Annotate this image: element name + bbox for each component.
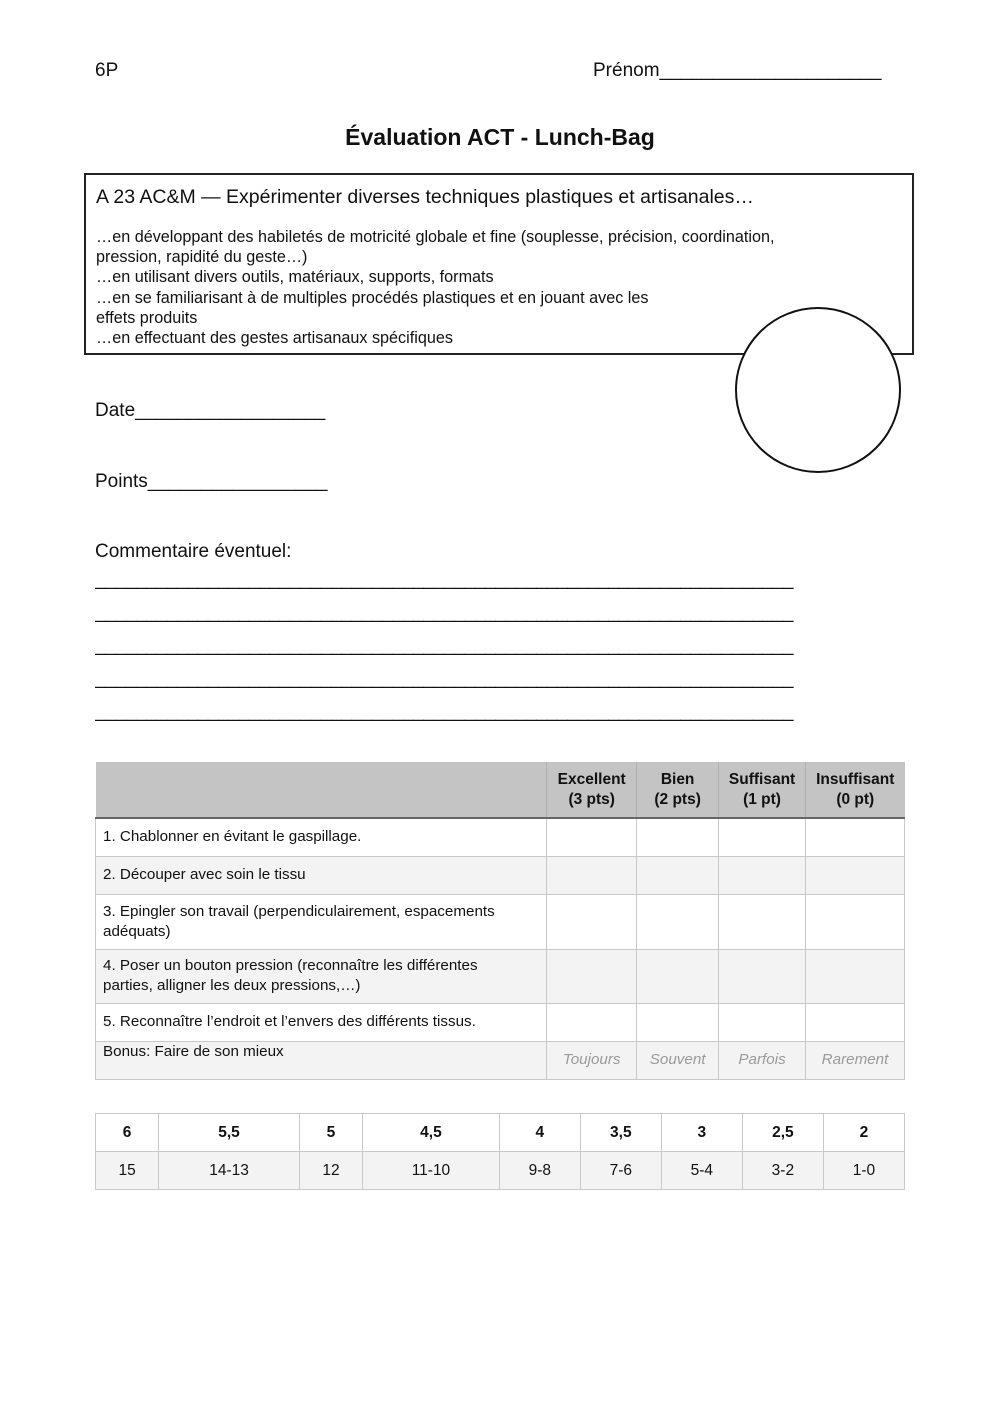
comment-line[interactable]: ____________________________________________________________________ — [95, 635, 794, 656]
criterion-label: 1. Chablonner en évitant le gaspillage. — [96, 818, 547, 856]
points-row — [96, 1152, 905, 1190]
score-cell[interactable] — [719, 894, 806, 949]
comment-line[interactable]: ____________________________________________________________________ — [95, 668, 794, 689]
score-cell[interactable] — [719, 818, 806, 856]
objective-line: …en effectuant des gestes artisanaux spécifiques — [96, 329, 453, 348]
score-cell[interactable] — [637, 818, 719, 856]
table-row — [96, 856, 905, 894]
grade-cell: 5,5 — [159, 1114, 300, 1152]
grade-circle — [735, 307, 901, 473]
score-cell[interactable] — [547, 856, 637, 894]
points-cell: 15 — [96, 1152, 159, 1190]
score-cell[interactable] — [806, 949, 905, 1003]
bonus-label: Bonus: Faire de son mieux — [96, 1041, 547, 1079]
points-cell: 14-13 — [159, 1152, 300, 1190]
score-cell[interactable] — [637, 1003, 719, 1041]
objective-heading: A 23 AC&M — Expérimenter diverses techniques plastiques et artisanales… — [96, 186, 754, 208]
date-field[interactable]: Date__________________ — [95, 400, 326, 421]
table-row — [96, 894, 905, 949]
score-cell[interactable] — [637, 894, 719, 949]
points-cell: 9-8 — [499, 1152, 580, 1190]
criteria-header — [96, 762, 547, 818]
grade-cell: 2,5 — [742, 1114, 823, 1152]
points-cell: 3-2 — [742, 1152, 823, 1190]
frequency-toujours[interactable]: Toujours — [547, 1041, 637, 1079]
frequency-rarement[interactable]: Rarement — [806, 1041, 905, 1079]
grade-cell: 3 — [661, 1114, 742, 1152]
grade-row — [96, 1114, 905, 1152]
name-field[interactable]: Prénom_____________________ — [593, 60, 882, 81]
grade-cell: 3,5 — [580, 1114, 661, 1152]
column-header-insuffisant: Insuffisant (0 pt) — [806, 762, 905, 818]
frequency-parfois[interactable]: Parfois — [719, 1041, 806, 1079]
objective-lines — [96, 227, 775, 348]
criterion-label: 2. Découper avec soin le tissu — [96, 856, 547, 894]
points-cell: 11-10 — [363, 1152, 500, 1190]
score-cell[interactable] — [719, 856, 806, 894]
score-cell[interactable] — [719, 1003, 806, 1041]
grading-scale-table — [95, 1113, 905, 1190]
score-cell[interactable] — [637, 856, 719, 894]
comment-line[interactable]: ____________________________________________________________________ — [95, 569, 794, 590]
comment-line[interactable]: ____________________________________________________________________ — [95, 701, 794, 722]
table-row — [96, 949, 905, 1003]
grade-cell: 4,5 — [363, 1114, 500, 1152]
score-cell[interactable] — [547, 949, 637, 1003]
comment-line[interactable]: ____________________________________________________________________ — [95, 602, 794, 623]
score-cell[interactable] — [547, 1003, 637, 1041]
objective-line: pression, rapidité du geste…) — [96, 248, 308, 267]
points-cell: 12 — [299, 1152, 362, 1190]
table-row — [96, 1003, 905, 1041]
criterion-label: 3. Epingler son travail (perpendiculairement, espacements adéquats) — [96, 894, 547, 949]
objective-line: …en développant des habiletés de motricité globale et fine (souplesse, précision, coordination, — [96, 228, 775, 246]
column-header-suffisant: Suffisant (1 pt) — [719, 762, 806, 818]
score-cell[interactable] — [806, 1003, 905, 1041]
objective-line: …en utilisant divers outils, matériaux, supports, formats — [96, 268, 494, 287]
comment-label: Commentaire éventuel: — [95, 541, 292, 562]
bonus-row — [96, 1041, 905, 1079]
column-header-excellent: Excellent (3 pts) — [547, 762, 637, 818]
criterion-label: 4. Poser un bouton pression (reconnaître les différentes parties, alligner les deux pressions,…) — [96, 949, 547, 1003]
criterion-label: 5. Reconnaître l’endroit et l’envers des différents tissus. — [96, 1003, 547, 1041]
grade-cell: 2 — [823, 1114, 904, 1152]
rubric-header-row — [96, 762, 905, 818]
column-header-bien: Bien (2 pts) — [637, 762, 719, 818]
grade-cell: 4 — [499, 1114, 580, 1152]
score-cell[interactable] — [637, 949, 719, 1003]
grade-cell: 6 — [96, 1114, 159, 1152]
points-cell: 5-4 — [661, 1152, 742, 1190]
points-cell: 1-0 — [823, 1152, 904, 1190]
score-cell[interactable] — [547, 894, 637, 949]
rubric-table — [95, 762, 905, 1080]
page-title: Évaluation ACT - Lunch-Bag — [345, 124, 655, 150]
score-cell[interactable] — [719, 949, 806, 1003]
objective-line: effets produits — [96, 308, 198, 327]
score-cell[interactable] — [806, 856, 905, 894]
frequency-souvent[interactable]: Souvent — [637, 1041, 719, 1079]
score-cell[interactable] — [806, 894, 905, 949]
score-cell[interactable] — [547, 818, 637, 856]
score-cell[interactable] — [806, 818, 905, 856]
grade-cell: 5 — [299, 1114, 362, 1152]
points-cell: 7-6 — [580, 1152, 661, 1190]
table-row — [96, 818, 905, 856]
objective-line: …en se familiarisant à de multiples procédés plastiques et en jouant avec les — [96, 288, 649, 307]
points-field[interactable]: Points_________________ — [95, 471, 328, 492]
class-label: 6P — [95, 60, 119, 81]
